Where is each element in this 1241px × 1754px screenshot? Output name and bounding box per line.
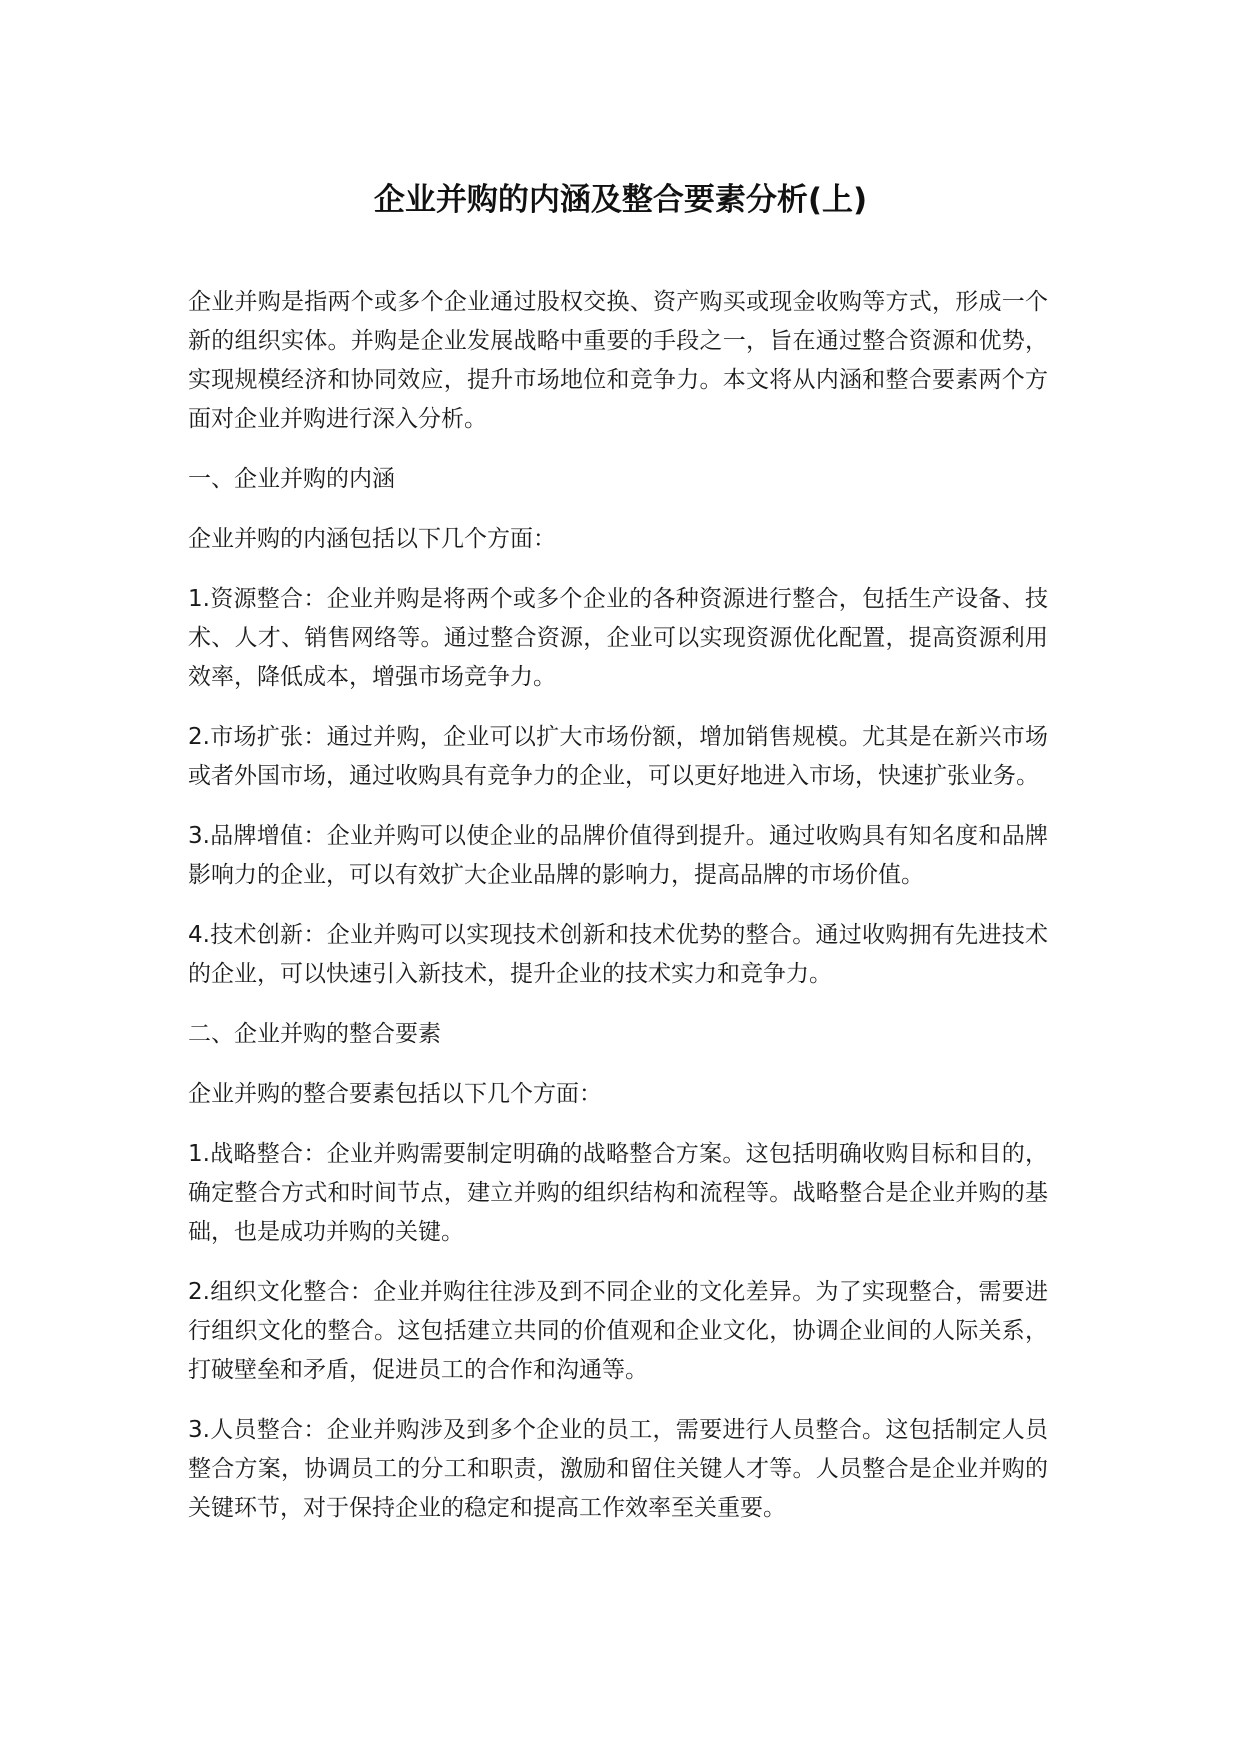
section-2-item-3: 3.人员整合：企业并购涉及到多个企业的员工，需要进行人员整合。这包括制定人员整合方案，协调员工的分工和职责，激励和留住关键人才等。人员整合是企业并购的关键环节，对于保持企业的稳定和提高工作效率至关重要。: [188, 1417, 1048, 1521]
section-1-lead: 企业并购的内涵包括以下几个方面：: [188, 526, 556, 552]
section-1-item-4: 4.技术创新：企业并购可以实现技术创新和技术优势的整合。通过收购拥有先进技术的企业，可以快速引入新技术，提升企业的技术实力和竞争力。: [188, 922, 1048, 987]
section-1-item-2: 2.市场扩张：通过并购，企业可以扩大市场份额，增加销售规模。尤其是在新兴市场或者外国市场，通过收购具有竞争力的企业，可以更好地进入市场，快速扩张业务。: [188, 724, 1048, 789]
section-2-item-1: 1.战略整合：企业并购需要制定明确的战略整合方案。这包括明确收购目标和目的，确定整合方式和时间节点，建立并购的组织结构和流程等。战略整合是企业并购的基础，也是成功并购的关键。: [188, 1141, 1048, 1245]
section-2-item-2: 2.组织文化整合：企业并购往往涉及到不同企业的文化差异。为了实现整合，需要进行组织文化的整合。这包括建立共同的价值观和企业文化，协调企业间的人际关系，打破壁垒和矛盾，促进员工的合作和沟通等。: [188, 1279, 1048, 1383]
document-body: [188, 283, 1048, 1549]
intro-paragraph: 企业并购是指两个或多个企业通过股权交换、资产购买或现金收购等方式，形成一个新的组织实体。并购是企业发展战略中重要的手段之一，旨在通过整合资源和优势，实现规模经济和协同效应，提升市场地位和竞争力。本文将从内涵和整合要素两个方面对企业并购进行深入分析。: [188, 289, 1048, 432]
section-1-heading: 一、企业并购的内涵: [188, 466, 395, 492]
document-title: 企业并购的内涵及整合要素分析(上): [373, 182, 868, 218]
section-2-heading: 二、企业并购的整合要素: [188, 1021, 441, 1047]
section-2-lead: 企业并购的整合要素包括以下几个方面：: [188, 1081, 602, 1107]
section-1-item-1: 1.资源整合：企业并购是将两个或多个企业的各种资源进行整合，包括生产设备、技术、人才、销售网络等。通过整合资源，企业可以实现资源优化配置，提高资源利用效率，降低成本，增强市场竞争力。: [188, 586, 1048, 690]
section-1-item-3: 3.品牌增值：企业并购可以使企业的品牌价值得到提升。通过收购具有知名度和品牌影响力的企业，可以有效扩大企业品牌的影响力，提高品牌的市场价值。: [188, 823, 1048, 888]
